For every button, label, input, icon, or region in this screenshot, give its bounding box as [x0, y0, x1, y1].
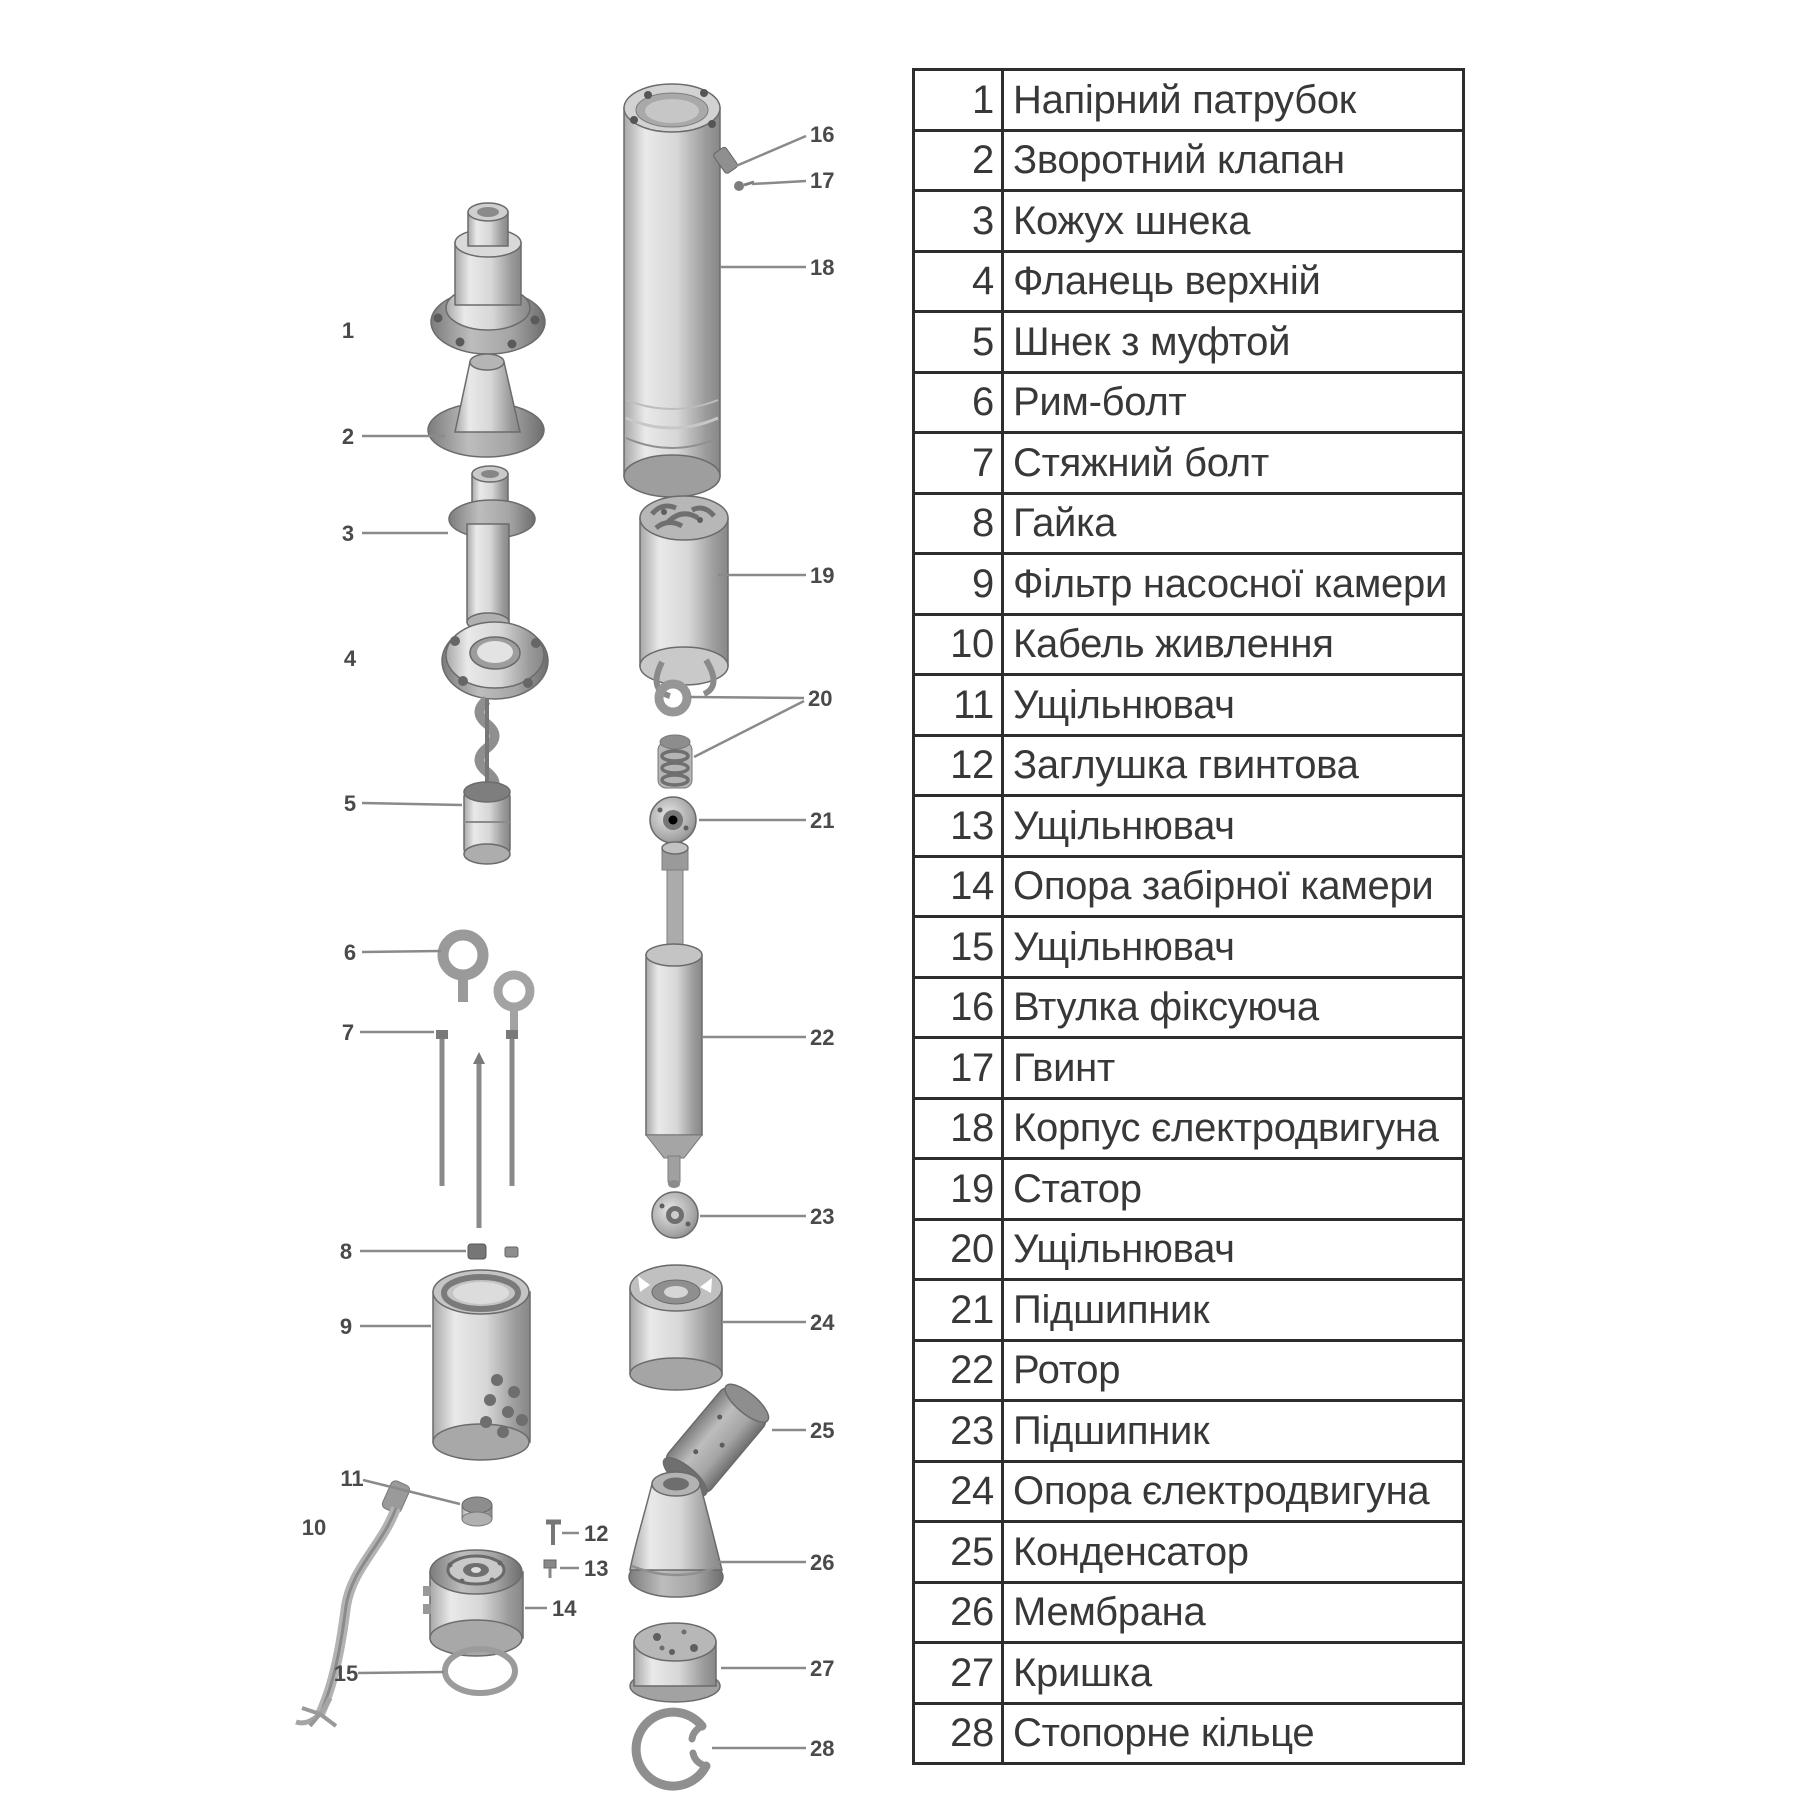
table-row — [914, 1582, 1464, 1643]
part-name: Гайка — [1003, 493, 1464, 554]
table-row — [914, 675, 1464, 736]
callout-4: 4 — [343, 646, 357, 671]
part-name: Конденсатор — [1003, 1522, 1464, 1583]
callout-10: 10 — [301, 1515, 327, 1540]
part-name: Підшипник — [1003, 1280, 1464, 1341]
table-row — [914, 191, 1464, 252]
callout-16: 16 — [810, 122, 835, 147]
part-9-pump-chamber-filter-illustration — [433, 1270, 530, 1460]
part-number: 16 — [914, 977, 1003, 1038]
table-row — [914, 1098, 1464, 1159]
table-row — [914, 372, 1464, 433]
part-5-screw-with-coupling-illustration — [464, 698, 510, 864]
table-row — [914, 1219, 1464, 1280]
part-name: Ущільнювач — [1003, 917, 1464, 978]
part-12-screw-plug-illustration — [546, 1522, 561, 1545]
part-name: Ущільнювач — [1003, 796, 1464, 857]
part-17-screw-illustration — [734, 181, 754, 191]
callout-22: 22 — [810, 1025, 835, 1050]
callout-numbers — [302, 122, 835, 1761]
part-number: 15 — [914, 917, 1003, 978]
part-number: 23 — [914, 1401, 1003, 1462]
callout-6: 6 — [343, 940, 357, 965]
part-number: 28 — [914, 1703, 1003, 1764]
part-number: 8 — [914, 493, 1003, 554]
callout-2: 2 — [341, 424, 355, 449]
part-name: Зворотний клапан — [1003, 130, 1464, 191]
table-row — [914, 796, 1464, 857]
part-8-nut-illustration — [468, 1244, 518, 1259]
table-row — [914, 554, 1464, 615]
callout-13: 13 — [584, 1556, 609, 1581]
part-4-upper-flange-illustration — [442, 622, 548, 699]
table-row — [914, 1159, 1464, 1220]
table-row — [914, 1340, 1464, 1401]
part-number: 17 — [914, 1038, 1003, 1099]
part-name: Фланець верхній — [1003, 251, 1464, 312]
table-row — [914, 1461, 1464, 1522]
part-11-seal-gland-illustration — [462, 1497, 492, 1526]
part-name: Мембрана — [1003, 1582, 1464, 1643]
callout-18: 18 — [810, 255, 835, 280]
part-number: 3 — [914, 191, 1003, 252]
part-name: Стопорне кільце — [1003, 1703, 1464, 1764]
part-number: 11 — [914, 675, 1003, 736]
part-20-seals-illustration — [658, 684, 692, 788]
part-19-stator-illustration — [640, 496, 728, 696]
part-name: Опора забірної камери — [1003, 856, 1464, 917]
callout-24: 24 — [810, 1310, 835, 1335]
part-1-discharge-nozzle-illustration — [431, 203, 545, 354]
callout-1: 1 — [341, 318, 355, 343]
callout-27: 27 — [810, 1656, 835, 1681]
table-row — [914, 433, 1464, 494]
part-7-tie-bolts-illustration — [436, 1030, 518, 1228]
callout-15: 15 — [333, 1661, 359, 1686]
callout-9: 9 — [339, 1314, 353, 1339]
part-name: Ущільнювач — [1003, 675, 1464, 736]
part-23-bearing-lower-illustration — [652, 1192, 698, 1238]
part-name: Статор — [1003, 1159, 1464, 1220]
table-row — [914, 251, 1464, 312]
part-number: 7 — [914, 433, 1003, 494]
part-2-check-valve-illustration — [428, 354, 544, 457]
part-name: Напірний патрубок — [1003, 70, 1464, 131]
callout-28: 28 — [810, 1736, 835, 1761]
table-row — [914, 614, 1464, 675]
part-number: 13 — [914, 796, 1003, 857]
part-name: Рим-болт — [1003, 372, 1464, 433]
part-13-seal-small-illustration — [544, 1560, 556, 1578]
part-name: Кришка — [1003, 1643, 1464, 1704]
callout-19: 19 — [810, 563, 835, 588]
callout-26: 26 — [810, 1550, 835, 1575]
table-row — [914, 856, 1464, 917]
table-row — [914, 130, 1464, 191]
table-row — [914, 1703, 1464, 1764]
callout-25: 25 — [810, 1418, 835, 1443]
part-name: Кожух шнека — [1003, 191, 1464, 252]
callout-12: 12 — [584, 1521, 609, 1546]
part-number: 21 — [914, 1280, 1003, 1341]
part-name: Гвинт — [1003, 1038, 1464, 1099]
table-row — [914, 1280, 1464, 1341]
part-name: Підшипник — [1003, 1401, 1464, 1462]
table-row — [914, 917, 1464, 978]
part-number: 6 — [914, 372, 1003, 433]
callout-23: 23 — [810, 1204, 835, 1229]
part-name: Втулка фіксуюча — [1003, 977, 1464, 1038]
callout-5: 5 — [343, 791, 357, 816]
part-21-bearing-upper-illustration — [650, 797, 696, 843]
part-number: 14 — [914, 856, 1003, 917]
part-28-retaining-ring-illustration — [636, 1712, 706, 1786]
part-number: 25 — [914, 1522, 1003, 1583]
table-row — [914, 70, 1464, 131]
part-name: Корпус єлектродвигуна — [1003, 1098, 1464, 1159]
table-row — [914, 977, 1464, 1038]
part-number: 9 — [914, 554, 1003, 615]
part-number: 12 — [914, 735, 1003, 796]
parts-table — [912, 68, 1465, 1765]
part-name: Шнек з муфтой — [1003, 312, 1464, 373]
part-name: Ротор — [1003, 1340, 1464, 1401]
leader-lines — [358, 136, 806, 1748]
part-name: Стяжний болт — [1003, 433, 1464, 494]
part-number: 20 — [914, 1219, 1003, 1280]
part-18-motor-housing-illustration — [624, 84, 720, 497]
part-number: 1 — [914, 70, 1003, 131]
callout-20: 20 — [808, 686, 833, 711]
table-row — [914, 493, 1464, 554]
part-number: 19 — [914, 1159, 1003, 1220]
parts-table-body — [914, 70, 1464, 1764]
callout-7: 7 — [341, 1020, 355, 1045]
part-number: 24 — [914, 1461, 1003, 1522]
part-name: Опора єлектродвигуна — [1003, 1461, 1464, 1522]
part-number: 22 — [914, 1340, 1003, 1401]
part-name: Ущільнювач — [1003, 1219, 1464, 1280]
part-14-intake-chamber-support-illustration — [423, 1550, 523, 1656]
part-name: Фільтр насосної камери — [1003, 554, 1464, 615]
part-number: 26 — [914, 1582, 1003, 1643]
part-number: 5 — [914, 312, 1003, 373]
part-number: 10 — [914, 614, 1003, 675]
part-name: Кабель живлення — [1003, 614, 1464, 675]
callout-17: 17 — [810, 168, 835, 193]
part-number: 2 — [914, 130, 1003, 191]
table-row — [914, 1038, 1464, 1099]
part-3-screw-casing-illustration — [449, 466, 535, 631]
table-row — [914, 1401, 1464, 1462]
callout-8: 8 — [339, 1239, 353, 1264]
part-name: Заглушка гвинтова — [1003, 735, 1464, 796]
part-24-motor-support-illustration — [630, 1265, 722, 1390]
part-6-eye-bolts-illustration — [443, 935, 530, 1036]
table-row — [914, 735, 1464, 796]
part-number: 4 — [914, 251, 1003, 312]
callout-14: 14 — [552, 1596, 577, 1621]
table-row — [914, 1643, 1464, 1704]
callout-11: 11 — [340, 1466, 364, 1491]
part-number: 18 — [914, 1098, 1003, 1159]
callout-3: 3 — [341, 521, 355, 546]
part-22-rotor-illustration — [646, 842, 702, 1188]
table-row — [914, 1522, 1464, 1583]
part-number: 27 — [914, 1643, 1003, 1704]
part-27-cover-illustration — [630, 1623, 720, 1702]
table-row — [914, 312, 1464, 373]
callout-21: 21 — [810, 808, 835, 833]
